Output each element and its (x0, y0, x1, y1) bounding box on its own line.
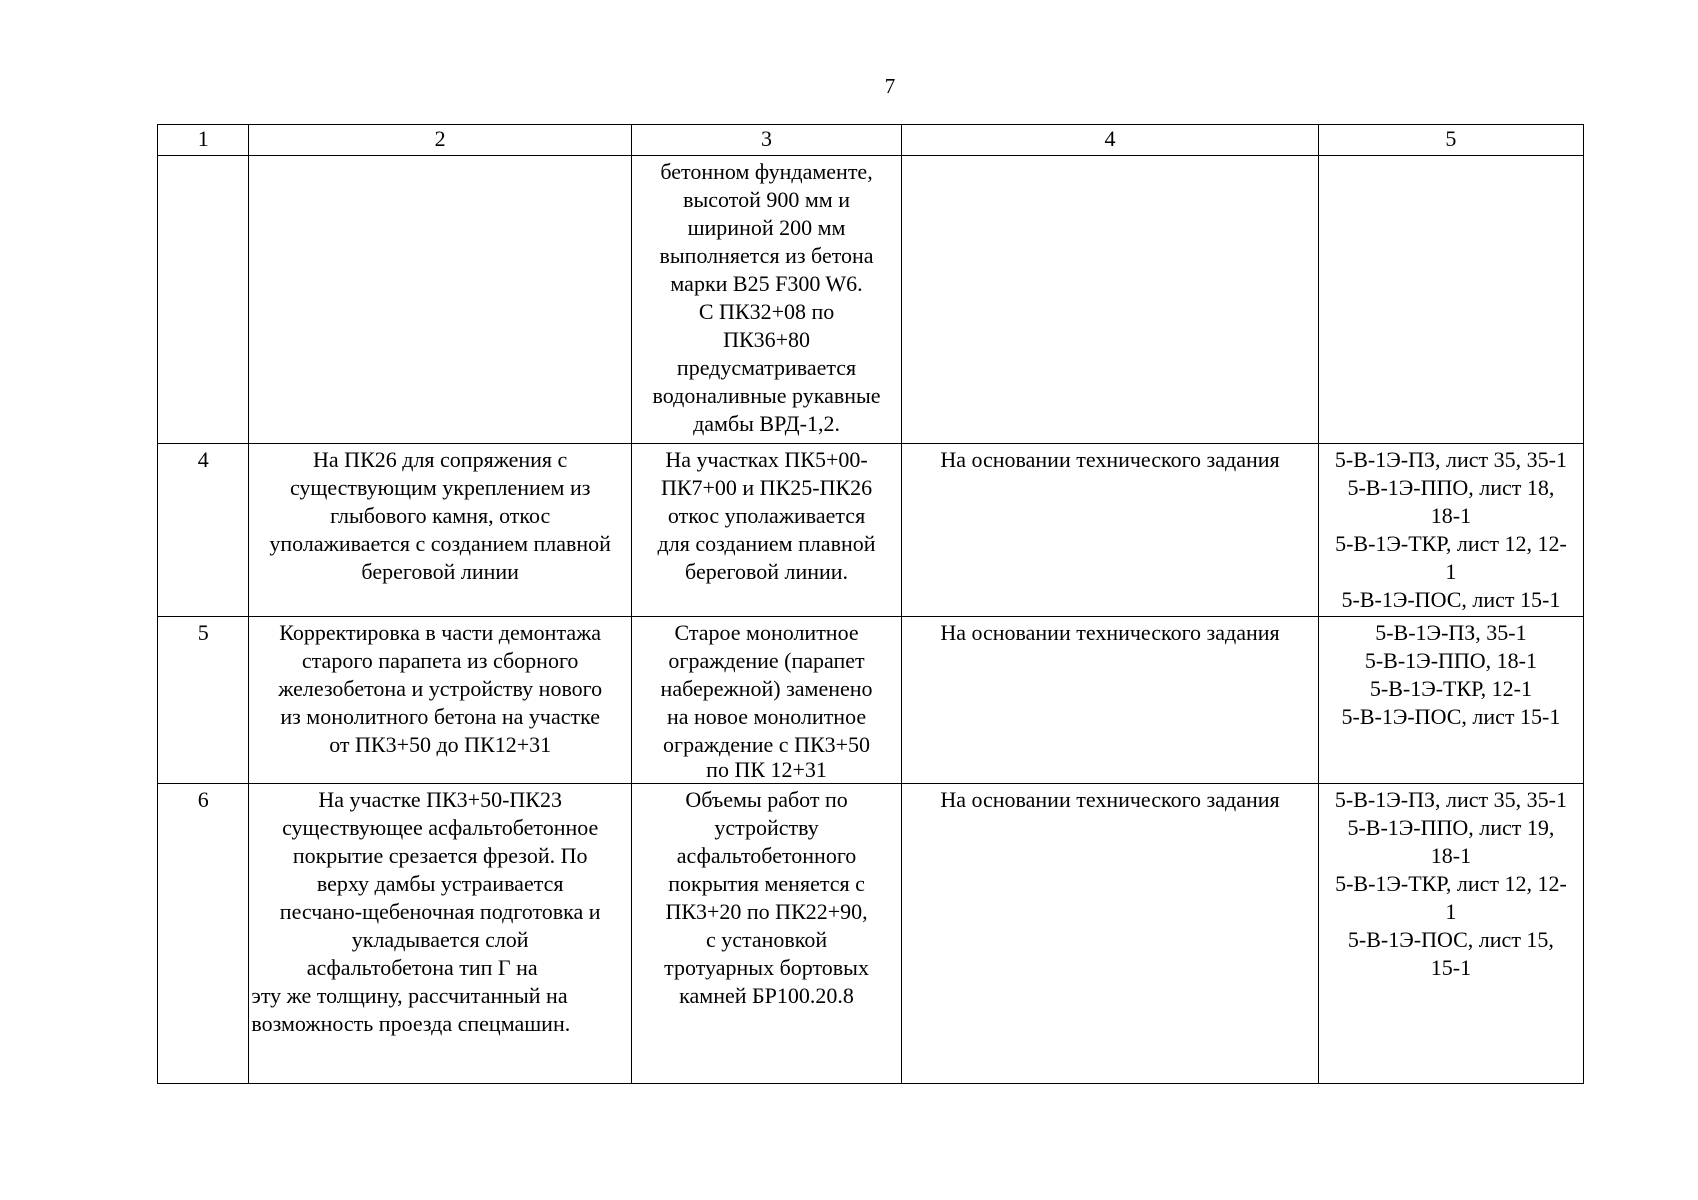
text-line: камней БР100.20.8 (679, 983, 854, 1008)
text-line: по ПК 12+31 (706, 757, 827, 782)
text-line: На основании технического задания (940, 787, 1280, 812)
text-line: 1 (1445, 559, 1457, 584)
row-number-cell: 5 (158, 617, 249, 784)
text-line: 5-В-1Э-ТКР, лист 12, 12- (1335, 871, 1567, 896)
text-line: существующим укреплением из (289, 475, 591, 500)
text-line: 5-В-1Э-ППО, лист 18, (1347, 475, 1555, 500)
text-line: водоналивные рукавные (652, 383, 881, 408)
text-line: высотой 900 мм и (683, 187, 850, 212)
row-number-cell: 6 (158, 784, 249, 1084)
text-line: бетонном фундаменте, (660, 159, 873, 184)
text-line: асфальтобетона тип Г на (306, 955, 538, 980)
text-line: Старое монолитное (674, 620, 859, 645)
basis-cell (902, 784, 1319, 1084)
text-line: тротуарных бортовых (664, 955, 869, 980)
change-cell (631, 156, 901, 444)
text-line: С ПК32+08 по (698, 299, 835, 324)
text-line: На участках ПК5+00- (665, 447, 868, 472)
text-line: 1 (1445, 899, 1457, 924)
text-line: старого парапета из сборного (301, 648, 579, 673)
change-cell (631, 444, 901, 617)
text-line: береговой линии (361, 559, 519, 584)
text-line: ПК7+00 и ПК25-ПК26 (660, 475, 873, 500)
basis-cell (902, 444, 1319, 617)
text-line: от ПК3+50 до ПК12+31 (329, 732, 552, 757)
text-line: Корректировка в части демонтажа (279, 620, 602, 645)
text-line: уполаживается с созданием плавной (269, 531, 611, 556)
text-line: На ПК26 для сопряжения с (313, 447, 568, 472)
text-line: покрытие срезается фрезой. По (292, 843, 588, 868)
description-cell (249, 784, 632, 1084)
text-line: из монолитного бетона на участке (280, 704, 601, 729)
row-number-cell (158, 156, 249, 444)
text-line: на новое монолитное (666, 704, 867, 729)
text-line: береговой линии. (685, 559, 849, 584)
reference-cell (1318, 617, 1583, 784)
text-line: 5-В-1Э-ТКР, 12-1 (1369, 676, 1532, 701)
text-line: ограждение (парапет (668, 648, 865, 673)
text-line: укладывается слой (351, 927, 529, 952)
text-line: дамбы ВРД-1,2. (693, 411, 841, 436)
text-line: ПК3+20 по ПК22+90, (665, 899, 868, 924)
text-line: ПК36+80 (723, 327, 811, 352)
header-cell: 2 (249, 125, 632, 156)
text-line: 5-В-1Э-ПОС, лист 15, (1347, 927, 1554, 952)
text-line: верху дамбы устраивается (316, 871, 564, 896)
text-line: для созданием плавной (657, 531, 876, 556)
text-line: 5-В-1Э-ТКР, лист 12, 12- (1335, 531, 1567, 556)
text-line: На основании технического задания (940, 620, 1280, 645)
text-line: покрытия меняется с (668, 871, 865, 896)
header-cell: 5 (1318, 125, 1583, 156)
description-cell (249, 617, 632, 784)
text-line: железобетона и устройству нового (278, 676, 603, 701)
text-line: возможность проезда спецмашин. (251, 1011, 571, 1036)
table-row (158, 617, 1584, 784)
header-cell: 1 (158, 125, 249, 156)
text-line: 5-В-1Э-ПЗ, лист 35, 35-1 (1334, 787, 1567, 812)
text-line: 5-В-1Э-ПОС, лист 15-1 (1341, 587, 1561, 612)
text-line: 15-1 (1430, 955, 1472, 980)
reference-cell (1318, 444, 1583, 617)
text-line: выполняется из бетона (659, 243, 874, 268)
text-line: устройству (714, 815, 819, 840)
description-cell (249, 444, 632, 617)
table-header-row (158, 125, 1584, 156)
text-line: существующее асфальтобетонное (282, 815, 599, 840)
text-line: 18-1 (1430, 503, 1472, 528)
description-cell (249, 156, 632, 444)
text-line: откос уполаживается (667, 503, 866, 528)
basis-cell (902, 617, 1319, 784)
text-line: с установкой (705, 927, 828, 952)
text-line: 5-В-1Э-ПЗ, лист 35, 35-1 (1334, 447, 1567, 472)
text-line: эту же толщину, рассчитанный на (251, 983, 568, 1008)
text-line: асфальтобетонного (676, 843, 857, 868)
text-line: марки В25 F300 W6. (670, 271, 863, 296)
text-line: 18-1 (1430, 843, 1472, 868)
text-line: шириной 200 мм (687, 215, 846, 240)
text-line: предусматривается (676, 355, 857, 380)
header-cell: 4 (902, 125, 1319, 156)
text-line: Объемы работ по (685, 787, 848, 812)
changes-table (157, 124, 1584, 1084)
text-line: набережной) заменено (660, 676, 873, 701)
header-cell: 3 (631, 125, 901, 156)
change-cell (631, 617, 901, 784)
table-row (158, 156, 1584, 444)
text-line: 5-В-1Э-ППО, лист 19, (1347, 815, 1555, 840)
text-line: глыбового камня, откос (330, 503, 551, 528)
table-row (158, 444, 1584, 617)
text-line: 5-В-1Э-ПЗ, 35-1 (1375, 620, 1527, 645)
reference-cell (1318, 784, 1583, 1084)
row-number-cell: 4 (158, 444, 249, 617)
text-line: песчано-щебеночная подготовка и (279, 899, 601, 924)
text-line: На участке ПК3+50-ПК23 (318, 787, 562, 812)
table-row (158, 784, 1584, 1084)
change-cell (631, 784, 901, 1084)
text-line: 5-В-1Э-ППО, 18-1 (1364, 648, 1538, 673)
basis-cell (902, 156, 1319, 444)
text-line: На основании технического задания (940, 447, 1280, 472)
page-number: 7 (884, 74, 896, 98)
text-line: 5-В-1Э-ПОС, лист 15-1 (1341, 704, 1561, 729)
text-line: ограждение с ПК3+50 (663, 732, 871, 757)
reference-cell (1318, 156, 1583, 444)
